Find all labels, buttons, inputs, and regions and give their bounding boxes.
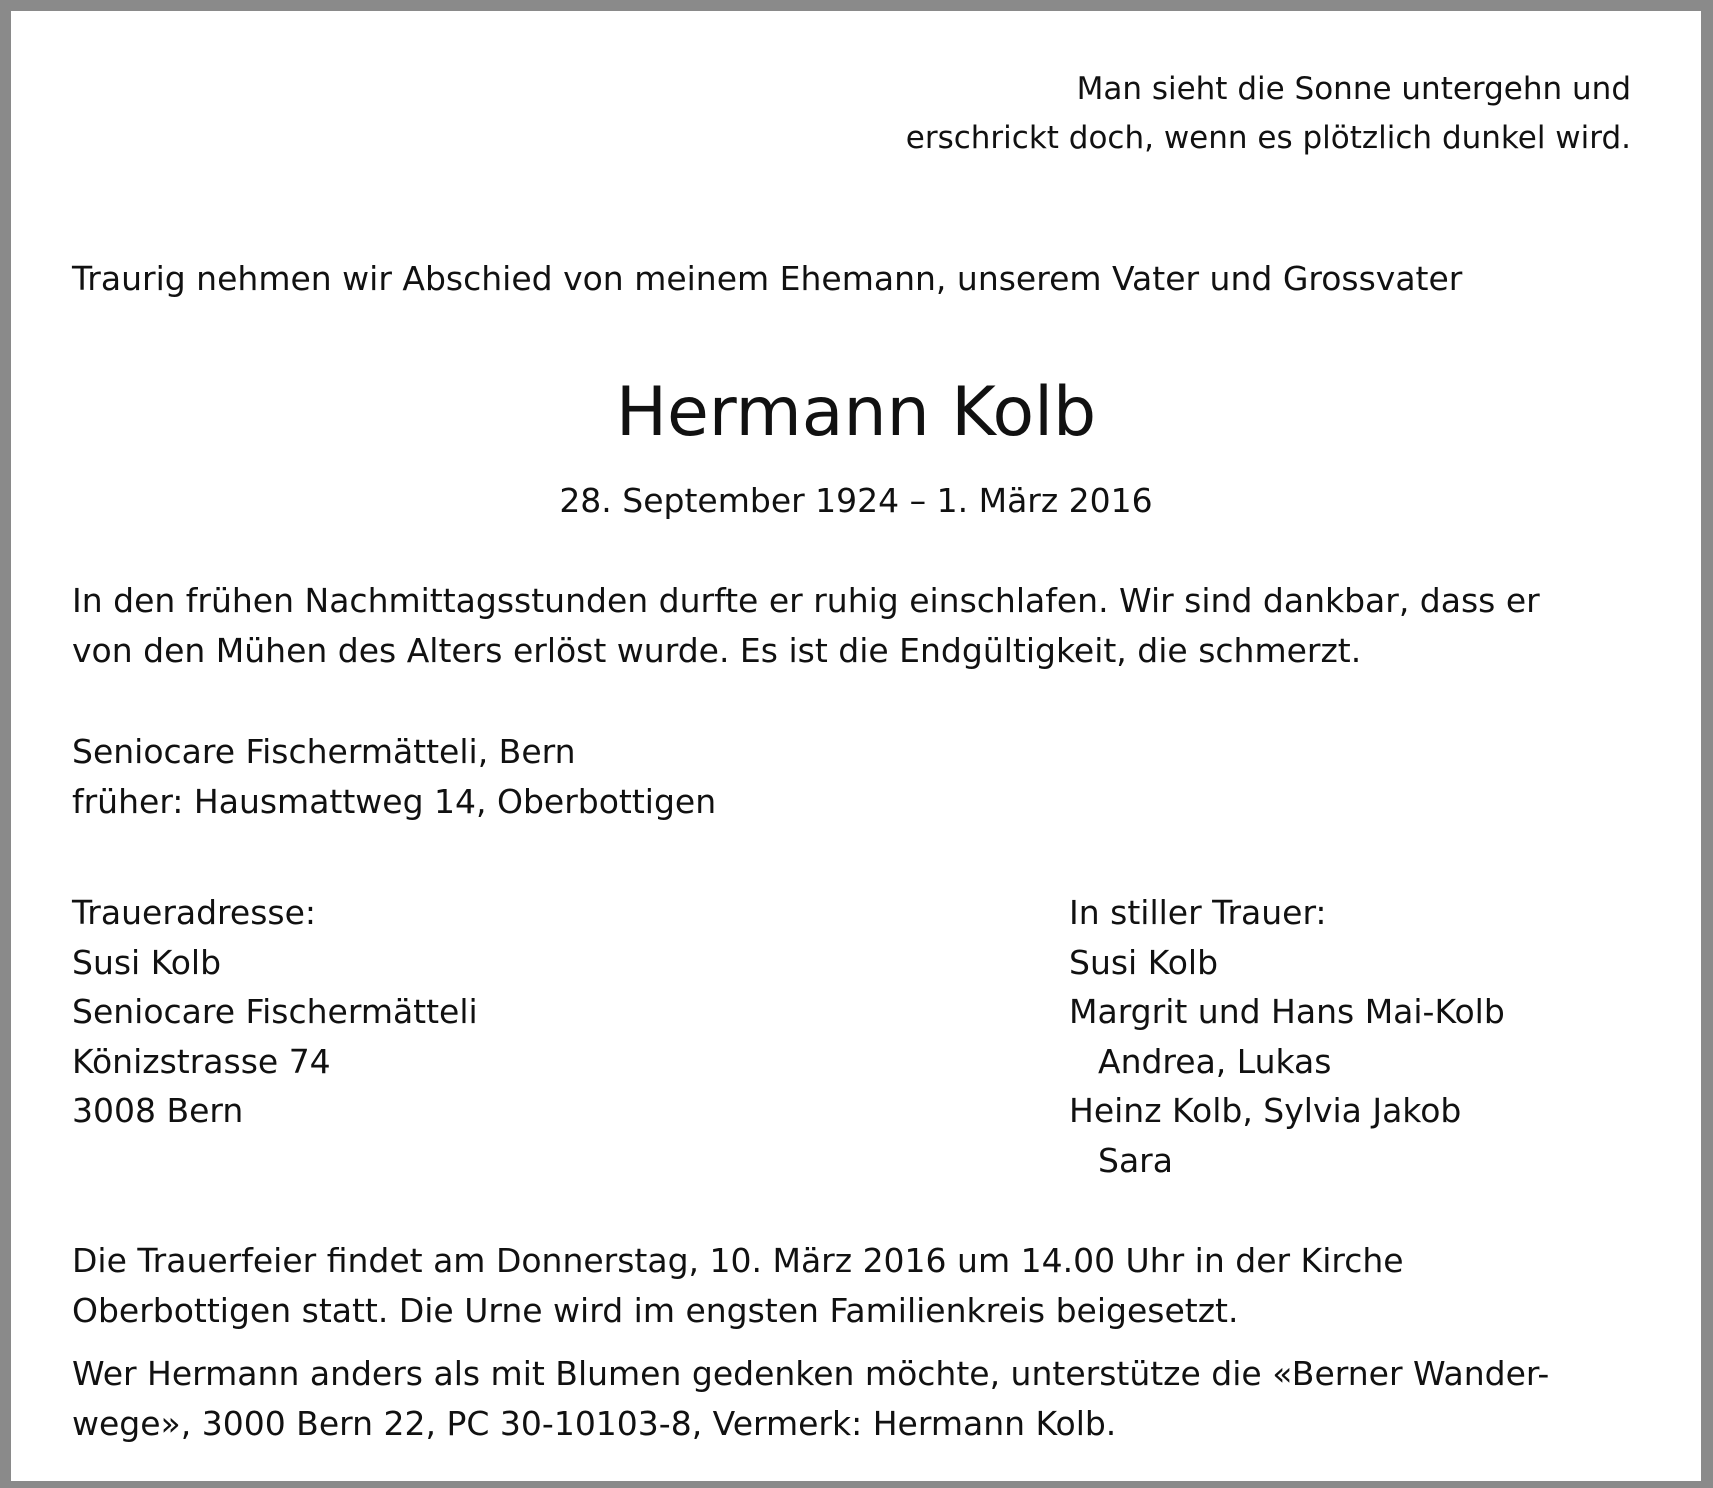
service-line: Die Trauerfeier findet am Donnerstag, 10. März 2016 um 14.00 Uhr in der Kirche bbox=[72, 1241, 1404, 1280]
residence-block bbox=[72, 727, 716, 826]
mourning-address-line: 3008 Bern bbox=[72, 1091, 244, 1130]
mourner-entry: Sara bbox=[1098, 1140, 1173, 1180]
obituary-card bbox=[11, 11, 1701, 1481]
mourning-address-heading: Traueradresse: bbox=[72, 893, 317, 932]
mourner-entry: Margrit und Hans Mai-Kolb bbox=[1069, 992, 1505, 1031]
service-line: Oberbottigen statt. Die Urne wird im engsten Familienkreis beigesetzt. bbox=[72, 1290, 1239, 1330]
deceased-name: Hermann Kolb bbox=[615, 373, 1097, 452]
donation-line: Wer Hermann anders als mit Blumen gedenken möchte, unterstütze die «Berner Wander- bbox=[72, 1354, 1550, 1393]
statement-line: In den frühen Nachmittagsstunden durfte er ruhig einschlafen. Wir sind dankbar, dass er bbox=[72, 581, 1540, 620]
mourning-address-block bbox=[72, 888, 478, 1136]
motto-quote bbox=[906, 65, 1631, 163]
donation-line: wege», 3000 Bern 22, PC 30-10103-8, Vermerk: Hermann Kolb. bbox=[72, 1403, 1117, 1443]
residence-line: früher: Hausmattweg 14, Oberbottigen bbox=[72, 781, 717, 821]
mourner-entry: Susi Kolb bbox=[1069, 942, 1219, 982]
motto-line: Man sieht die Sonne untergehn und bbox=[1076, 71, 1631, 107]
mourners-heading: In stiller Trauer: bbox=[1069, 893, 1327, 932]
statement-paragraph bbox=[72, 576, 1540, 675]
donation-paragraph bbox=[72, 1349, 1549, 1448]
mourning-address-line: Könizstrasse 74 bbox=[72, 1041, 331, 1081]
life-dates: 28. September 1924 – 1. März 2016 bbox=[559, 481, 1153, 520]
statement-line: von den Mühen des Alters erlöst wurde. Es ist die Endgültigkeit, die schmerzt. bbox=[72, 630, 1362, 670]
mourner-entry: Heinz Kolb, Sylvia Jakob bbox=[1069, 1091, 1462, 1130]
mourning-address-line: Seniocare Fischermätteli bbox=[72, 992, 478, 1031]
intro-text: Traurig nehmen wir Abschied von meinem Ehemann, unserem Vater und Grossvater bbox=[72, 259, 1463, 298]
residence-line: Seniocare Fischermätteli, Bern bbox=[72, 732, 576, 771]
mourners-block bbox=[1069, 888, 1505, 1185]
motto-line: erschrickt doch, wenn es plötzlich dunkel wird. bbox=[905, 120, 1631, 156]
mourner-entry: Andrea, Lukas bbox=[1098, 1041, 1332, 1081]
service-paragraph bbox=[72, 1236, 1404, 1335]
mourning-address-line: Susi Kolb bbox=[72, 942, 222, 982]
